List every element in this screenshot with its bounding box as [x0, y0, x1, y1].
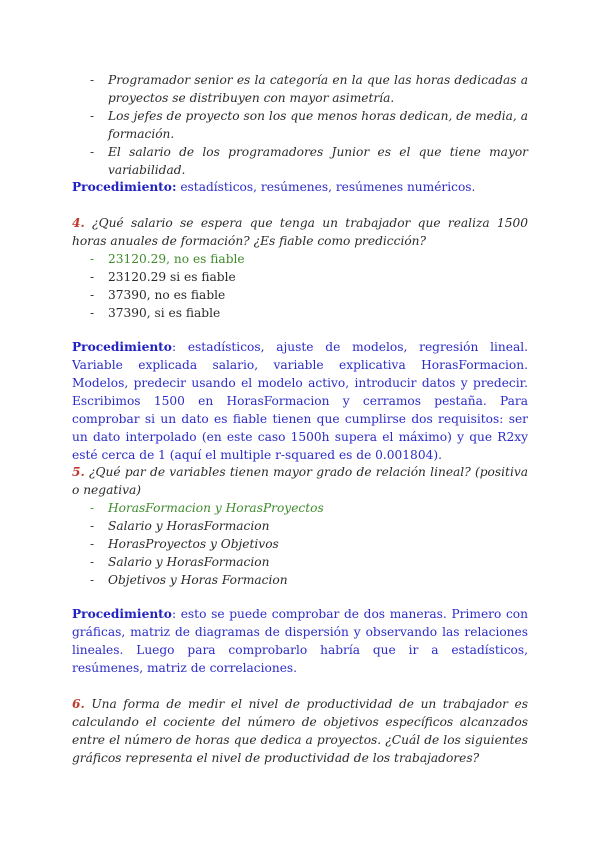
procedure-paragraph-3 — [72, 605, 528, 677]
question-text: ¿Qué par de variables tienen mayor grado de relación lineal? (positiva o negativa) — [72, 465, 528, 497]
option: - 37390, no es fiable — [90, 288, 226, 302]
procedure-label: Procedimiento — [72, 340, 172, 354]
question-text: Una forma de medir el nivel de productividad de un trabajador es calculando el cociente del número de objetivos específicos alcanzados entre el número de horas que dedica a proyectos. ¿Cuál de los siguientes gráficos representa el nivel de productividad de los trabajadores? — [72, 697, 528, 765]
option: - HorasProyectos y Objetivos — [90, 537, 279, 551]
procedure-paragraph-2 — [72, 338, 528, 464]
question-4 — [72, 214, 528, 250]
question-number: 4. — [72, 216, 85, 230]
option: - 37390, si es fiable — [90, 306, 221, 320]
option-correct: - 23120.29, no es fiable — [90, 252, 245, 266]
question-6 — [72, 695, 528, 767]
option: - Salario y HorasFormacion — [90, 519, 270, 533]
top-bullet-list — [90, 71, 528, 179]
option: - Objetivos y Horas Formacion — [90, 573, 288, 587]
question-5-options — [90, 499, 528, 589]
option-correct: - HorasFormacion y HorasProyectos — [90, 501, 324, 515]
question-text: ¿Qué salario se espera que tenga un trabajador que realiza 1500 horas anuales de formación? ¿Es fiable como predicción? — [72, 216, 528, 248]
question-5 — [72, 463, 528, 499]
question-4-options — [90, 250, 528, 322]
procedure-text: : estadísticos, ajuste de modelos, regresión lineal. Variable explicada salario, variable explicativa HorasFormacion. Modelos, predecir usando el modelo activo, introducir datos y predecir. Escribimos 1500 en HorasFormacion y cerramos pestaña. Para comprobar si un dato es fiable tienen que cumplirse dos requisitos: ser un dato interpolado (en este caso 1500h supera el máximo) y que R2xy esté cerca de 1 (aquí el multiple r-squared es de 0.001804). — [72, 340, 528, 462]
list-item: - Los jefes de proyecto son los que menos horas dedican, de media, a formación. — [90, 109, 528, 141]
procedure-text: estadísticos, resúmenes, resúmenes numéricos. — [176, 180, 476, 194]
list-item: - Programador senior es la categoría en la que las horas dedicadas a proyectos se distribuyen con mayor asimetría. — [90, 73, 528, 105]
list-item: - El salario de los programadores Junior es el que tiene mayor variabilidad. — [90, 145, 528, 177]
option: - Salario y HorasFormacion — [90, 555, 270, 569]
procedure-text: : esto se puede comprobar de dos maneras. Primero con gráficas, matriz de diagramas de dispersión y observando las relaciones lineales. Luego para comprobarlo habría que ir a estadísticos, resúmenes, matriz de correlaciones. — [72, 607, 528, 675]
procedure-label: Procedimiento: — [72, 180, 177, 194]
option: - 23120.29 si es fiable — [90, 270, 236, 284]
procedure-label: Procedimiento — [72, 607, 172, 621]
question-number: 5. — [72, 465, 85, 479]
question-number: 6. — [72, 697, 85, 711]
procedure-paragraph-1 — [72, 178, 528, 196]
